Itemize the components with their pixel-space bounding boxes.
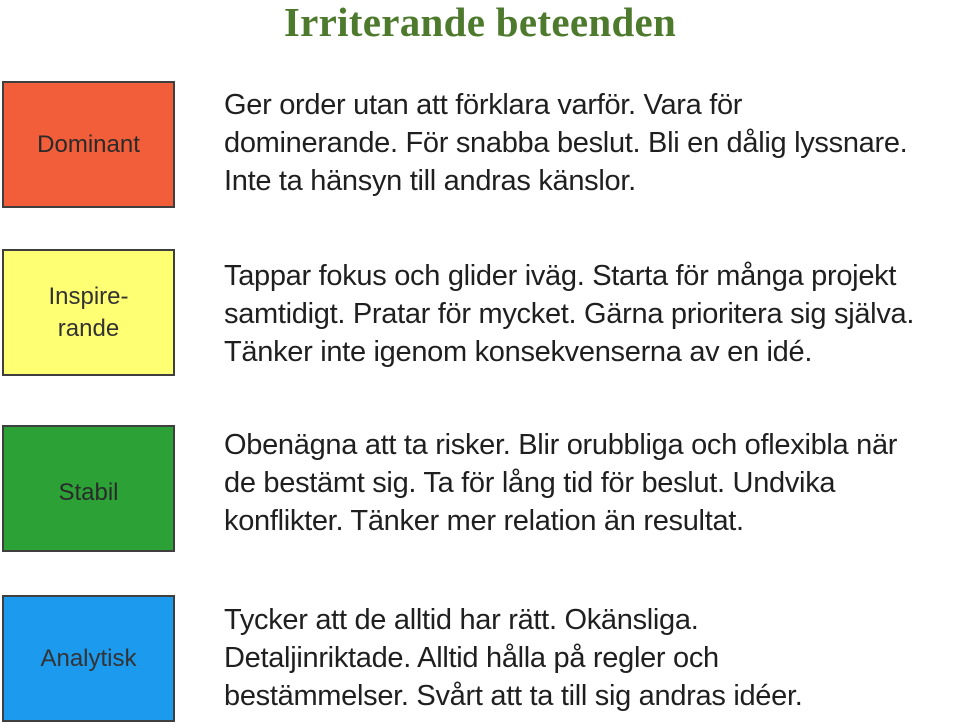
description-line: Detaljinriktade. Alltid hålla på regler och [224, 642, 719, 674]
description-line: bestämmelser. Svårt att ta till sig andras idéer. [224, 680, 803, 712]
description-line: Inte ta hänsyn till andras känslor. [224, 165, 636, 197]
description-analytisk [224, 601, 954, 715]
description-line: Obenägna att ta risker. Blir orubbliga och oflexibla när [224, 429, 898, 461]
description-stabil [224, 426, 954, 540]
description-line: dominerande. För snabba beslut. Bli en dålig lyssnare. [224, 127, 908, 159]
category-label: Dominant [37, 130, 140, 158]
description-line: de bestämt sig. Ta för lång tid för beslut. Undvika [224, 467, 836, 499]
description-dominant [224, 86, 954, 200]
description-line: konflikter. Tänker mer relation än resultat. [224, 505, 744, 537]
category-box-stabil [2, 425, 175, 552]
category-box-analytisk [2, 595, 175, 722]
description-inspirerande [224, 257, 954, 371]
description-line: Ger order utan att förklara varför. Vara för [224, 89, 743, 121]
category-label: rande [57, 314, 120, 342]
description-line: Tänker inte igenom konsekvenserna av en idé. [224, 336, 813, 368]
page-title: Irriterande beteenden [283, 0, 677, 45]
description-line: Tappar fokus och glider iväg. Starta för många projekt [224, 260, 897, 292]
category-label: Inspire- [48, 282, 129, 310]
category-box-inspirerande [2, 249, 175, 376]
category-label: Stabil [58, 478, 119, 506]
description-line: samtidigt. Pratar för mycket. Gärna prioritera sig själva. [224, 298, 915, 330]
category-box-dominant [2, 81, 175, 208]
description-line: Tycker att de alltid har rätt. Okänsliga. [224, 604, 699, 636]
category-label: Analytisk [40, 644, 137, 672]
